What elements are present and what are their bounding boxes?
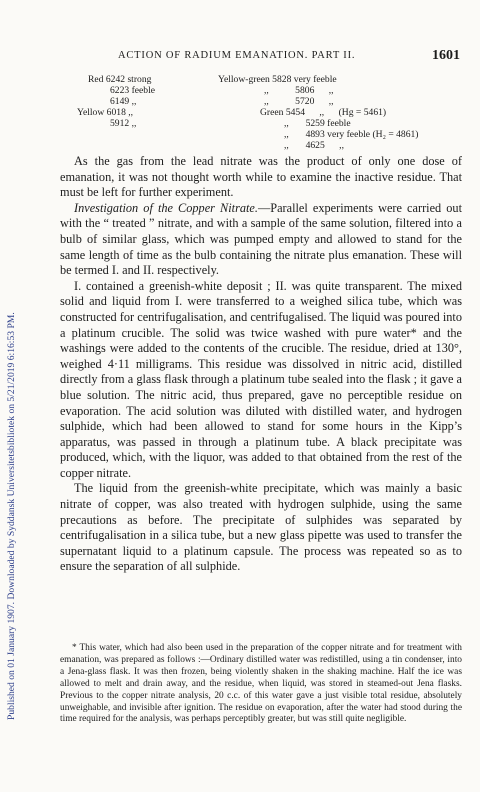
spectrum-line: 5912 ,, [110, 118, 137, 129]
spectrum-line: Red 6242 strong [88, 74, 152, 85]
download-watermark [2, 20, 18, 720]
spectrum-line: 6149 ,, [110, 96, 137, 107]
paragraph: I. contained a greenish-white deposit ; II. was quite transparent. The mixed solid and liquid from I. were transferred to a weighed silica tube, which was constructed for centrifugalisation, and centrifugalised. The liquid was poured into a platinum crucible. The solid was twice washed with pure water* and the washings were added to the contents of the crucible. The residue, dried at 130°, weighed 4·11 milligrams. This residue was dissolved in nitric acid, distilled directly from a glass flask through a platinum tube sealed into the flask ; it gave a blue solution. The nitric acid, thus prepared, gave no perceptible residue on evaporation. The acid solution was diluted with distilled water, and hydrogen sulphide, which had been allowed to stand for some hours in the Kipp’s apparatus, was passed in through a platinum tube. A black precipitate was produced, which, with the liquor, was added to that obtained from the rest of the copper nitrate. [60, 278, 462, 480]
spectrum-line: ,, 5806 ,, [264, 85, 334, 96]
paragraph: As the gas from the lead nitrate was the product of only one dose of emanation, it was not thought worth while to examine the inactive residue. That must be left for further experiment. [60, 154, 462, 200]
section-heading: Investigation of the Copper Nitrate. [74, 200, 258, 215]
page-header [60, 50, 460, 66]
download-watermark-text: Published on 01 January 1907. Downloaded by Syddansk Universitetsbibliotek on 5/21/2019 6:16:53 PM. [6, 312, 17, 720]
paragraph-text: —Parallel experiments were carried out with the “ treated ” nitrate, and with a sample of the same solution, filtered into a bulb of similar glass, which was pumped empty and allowed to stand for the same length of time as the bulb containing the nitrate plus emanation. These will be termed I. and II. respectively. [60, 200, 462, 278]
spectrum-line: ,, 4893 very feeble (H₂ = 4861) [284, 129, 419, 140]
page-number: 1601 [432, 48, 460, 63]
spectrum-line: ,, 5259 feeble [284, 118, 351, 129]
paragraph: The liquid from the greenish-white precipitate, which was mainly a basic nitrate of copper, was also treated with hydrogen sulphide, using the same precautions as before. The precipitate of sulphides was separated by centrifugalisation in a silica tube, but a new glass pipette was used to transfer the supernatant liquid to a platinum capsule. The process was repeated so as to ensure the separation of all sulphide. [60, 481, 462, 574]
footnote [60, 643, 462, 726]
spectrum-line: 6223 feeble [110, 85, 156, 96]
spectrum-line: Yellow 6018 ,, [77, 107, 134, 118]
article-body [60, 154, 462, 575]
spectrum-line: Yellow-green 5828 very feeble [218, 74, 337, 85]
spectrum-line: Green 5454 ,, (Hg = 5461) [260, 107, 387, 118]
spectrum-lines-table [60, 74, 470, 166]
spectrum-line: ,, 4625 ,, [284, 140, 344, 151]
spectrum-line: ,, 5720 ,, [264, 96, 334, 107]
footnote-text: * This water, which had also been used in the preparation of the copper nitrate and for treatment with emanation, was prepared as follows :—Ordinary distilled water was redistilled, using a tin condenser, into a Jena-glass flask. It was then frozen, being violently shaken in the shaking machine. Half the ice was allowed to melt and drain away, and the residue, when liquid, was stored in steamed-out Jena flasks. Previous to the copper nitrate analysis, 20 c.c. of this water gave a just visible total residue, absolutely unweighable, and invisible after ignition. The residue on evaporation, after the water had stood during the time required for the analysis, was perhaps perceptibly greater, but was still quite negligible. [60, 643, 462, 725]
running-title: ACTION OF RADIUM EMANATION. PART II. [118, 50, 356, 61]
paragraph [60, 201, 462, 279]
